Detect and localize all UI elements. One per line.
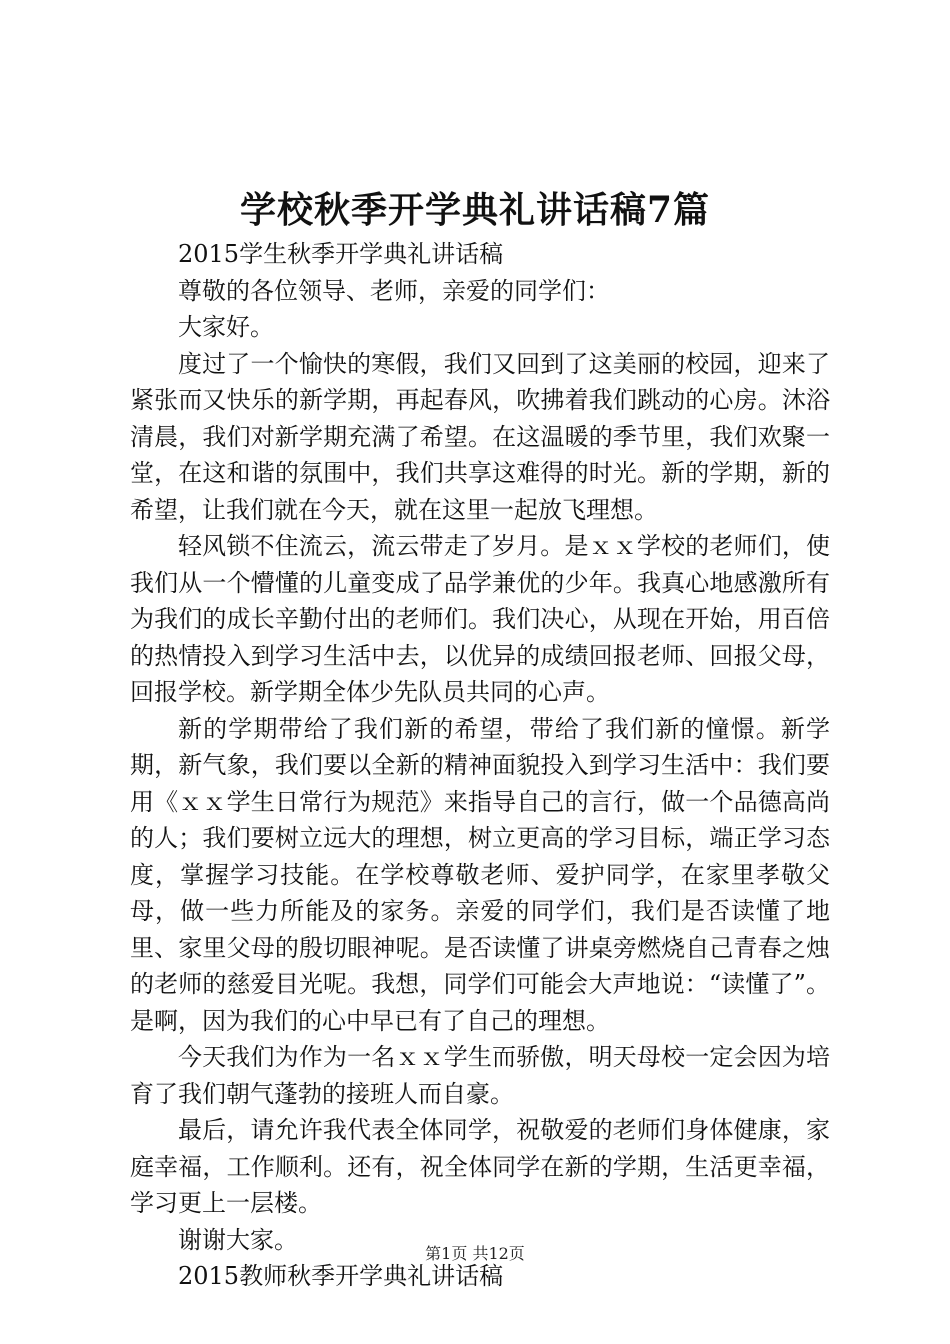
document-title: 学校秋季开学典礼讲话稿7篇: [239, 189, 711, 231]
paragraph: 大家好。: [178, 313, 274, 341]
paragraph: 轻风锁不住流云，流云带走了岁月。是ｘｘ学校的老师们，使我们从一个懵懂的儿童变成了品学兼优的少年。我真心地感激所有为我们的成长辛勤付出的老师们。我们决心，从现在开始，用百倍的热情投入到学习生活中去，以优异的成绩回报老师、回报父母，回报学校。新学期全体少先队员共同的心声。: [130, 532, 830, 706]
paragraph: 谢谢大家。: [178, 1225, 298, 1254]
paragraph: 最后，请允许我代表全体同学，祝敬爱的老师们身体健康，家庭幸福，工作顺利。还有，祝全体同学在新的学期，生活更幸福，学习更上一层楼。: [130, 1116, 830, 1217]
paragraph: 2015学生秋季开学典礼讲话稿: [178, 240, 504, 268]
paragraph: 2015教师秋季开学典礼讲话稿: [178, 1262, 504, 1290]
paragraph: 新的学期带给了我们新的希望，带给了我们新的憧憬。新学期，新气象，我们要以全新的精神面貌投入到学习生活中：我们要用《ｘｘ学生日常行为规范》来指导自己的言行，做一个品德高尚的人；我们要树立远大的理想，树立更高的学习目标，端正学习态度，掌握学习技能。在学校尊敬老师、爱护同学，在家里孝敬父母，做一些力所能及的家务。亲爱的同学们，我们是否读懂了地里、家里父母的殷切眼神呢。是否读懂了讲桌旁燃烧自己青春之烛的老师的慈爱目光呢。我想，同学们可能会大声地说：“读懂了”。是啊，因为我们的心中早已有了自己的理想。: [130, 714, 830, 1035]
paragraph: 尊敬的各位领导、老师，亲爱的同学们：: [178, 276, 610, 305]
page-footer: 第1页 共12页: [425, 1244, 525, 1263]
paragraph: 今天我们为作为一名ｘｘ学生而骄傲，明天母校一定会因为培育了我们朝气蓬勃的接班人而自豪。: [130, 1043, 830, 1108]
document-body: [130, 236, 830, 1295]
paragraph: 度过了一个愉快的寒假，我们又回到了这美丽的校园，迎来了紧张而又快乐的新学期，再起春风，吹拂着我们跳动的心房。沐浴清晨，我们对新学期充满了希望。在这温暖的季节里，我们欢聚一堂，在这和谐的氛围中，我们共享这难得的时光。新的学期，新的希望，让我们就在今天，就在这里一起放飞理想。: [130, 349, 830, 524]
